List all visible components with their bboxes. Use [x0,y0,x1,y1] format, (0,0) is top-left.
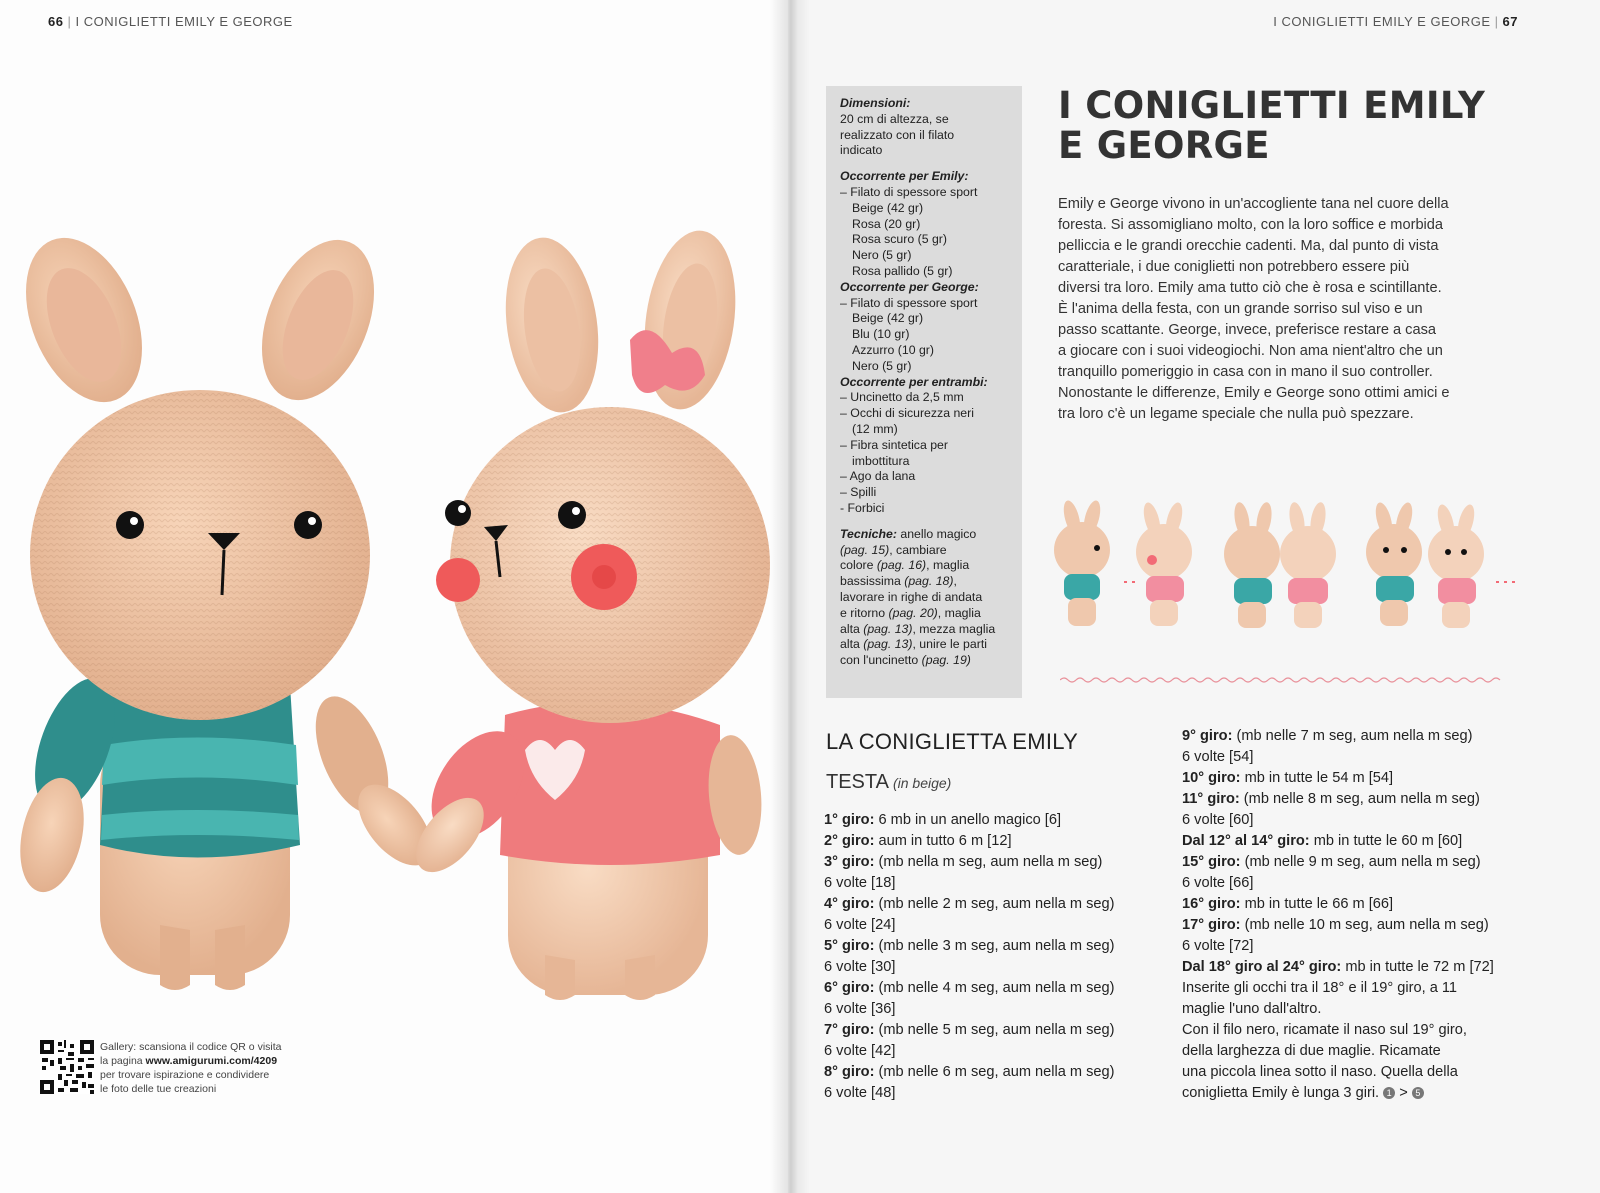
techniques-text: , maglia [937,605,981,620]
instruction-row [1182,978,1528,999]
instruction-row [824,810,1154,831]
techniques-line [840,543,1010,559]
techniques-text: , unire le parti [912,637,987,652]
round-label: 5° giro: [824,938,875,954]
shared-material-item: (12 mm) [852,421,898,436]
george-color-item: Nero (5 gr) [852,358,912,373]
round-label: 8° giro: [824,1064,875,1080]
instruction-row [1182,831,1528,852]
techniques-line [840,558,1010,574]
round-text: 6 volte [48] [824,1085,896,1101]
instruction-row [824,873,1154,894]
instruction-row [1182,810,1528,831]
emily-color-item: Rosa scuro (5 gr) [852,232,947,247]
section-title: LA CONIGLIETTA EMILY [826,729,1079,754]
round-text: (mb nelle 4 m seg, aum nella m seg) [874,980,1115,996]
page-title-line: I CONIGLIETTI EMILY [1058,84,1486,127]
techniques-text: alta [840,637,864,652]
techniques-text: , maglia [926,558,970,573]
instruction-row [1182,852,1528,873]
round-text: aum in tutto 6 m [12] [874,833,1012,849]
qr-gallery-block [40,1040,300,1110]
round-text: (mb nelle 9 m seg, aum nella m seg) [1240,854,1481,870]
round-text: (mb nelle 7 m seg, aum nella m seg) [1232,728,1473,744]
intro-line: foresta. Si assomigliano molto, con la loro soffice e morbida [1058,217,1444,233]
thumb-pair-2 [1224,501,1336,628]
instruction-row [1182,1041,1528,1062]
instruction-row [1182,1062,1528,1083]
george-yarn: – Filato di spessore sport [840,295,978,310]
subsection-note: (in beige) [892,775,952,791]
round-label: 4° giro: [824,896,875,912]
instruction-row [824,936,1154,957]
round-text: mb in tutte le 66 m [66] [1240,896,1394,912]
round-text: una piccola linea sotto il naso. Quella della [1182,1064,1458,1080]
intro-paragraph [1058,194,1518,425]
shared-material-item: imbottitura [852,453,910,468]
round-text: (mb nelle 8 m seg, aum nella m seg) [1239,791,1480,807]
techniques-line [840,574,1010,590]
round-text: 6 volte [18] [824,875,896,891]
shared-material-item: – Ago da lana [840,469,916,484]
round-text: (mb nelle 2 m seg, aum nella m seg) [874,896,1115,912]
round-text: della larghezza di due maglie. Ricamate [1182,1043,1441,1059]
techniques-text: anello magico [896,526,977,541]
emily-color-item: Rosa pallido (5 gr) [852,263,953,278]
qr-caption-line [100,1054,310,1068]
intro-line: Emily e George vivono in un'accogliente tana nel cuore della [1058,196,1449,212]
techniques-text: bassissima [840,574,905,589]
page-title-line: E GEORGE [1058,124,1270,167]
instruction-row [1182,894,1528,915]
dimensions-line: realizzato con il filato [840,127,955,142]
intro-line: passo scattante. George, invece, preferisce restare a casa [1058,322,1437,338]
qr-caption-line: Gallery: scansiona il codice QR o visita [100,1041,282,1053]
instruction-row [1182,999,1528,1020]
round-text: 6 volte [54] [1182,749,1254,765]
bunny-pairs-photo [1052,500,1524,640]
intro-line: Nonostante le differenze, Emily e George sono ottimi amici e [1058,385,1450,401]
shared-material-item: - Forbici [840,500,885,515]
techniques-line [840,590,1010,606]
page-title [1058,86,1528,166]
round-label: 10° giro: [1182,770,1241,786]
techniques-text: , mezza maglia [912,621,996,636]
round-text: 6 volte [60] [1182,812,1254,828]
techniques-text: con l'uncinetto [840,653,922,668]
instruction-row [1182,957,1528,978]
step-arrow: > [1399,1085,1408,1101]
crochet-bunnies-photo [0,225,788,1005]
round-label: 9° giro: [1182,728,1233,744]
wavy-divider [1060,676,1504,684]
techniques-line [840,606,1010,622]
thumb-pair-3 [1366,501,1515,628]
round-label: 6° giro: [824,980,875,996]
qr-caption-prefix: la pagina [100,1055,146,1067]
george-color-item: Azzurro (10 gr) [852,342,935,357]
shared-material-item: – Uncinetto da 2,5 mm [840,390,964,405]
qr-code-icon[interactable] [40,1040,94,1094]
george-color-item: Blu (10 gr) [852,327,910,342]
round-text: (mb nelle 5 m seg, aum nella m seg) [874,1022,1115,1038]
left-page [0,0,788,1193]
techniques-heading: Tecniche: [840,526,897,541]
instruction-row [1182,873,1528,894]
instruction-row [824,831,1154,852]
george-bunny [4,225,446,990]
round-text: 6 volte [36] [824,1001,896,1017]
dimensions-heading: Dimensioni: [840,96,911,110]
instruction-row [1182,747,1528,768]
techniques-text: , cambiare [889,542,947,557]
techniques-line [840,653,1010,669]
instruction-row [824,1062,1154,1083]
techniques-line [840,622,1010,638]
techniques-text: , [953,574,957,589]
dimensions-line: indicato [840,143,883,158]
intro-line: tra loro c'è un legame speciale che nulla può spezzare. [1058,406,1414,422]
techniques-text: e ritorno [840,605,889,620]
techniques-line [840,527,1010,543]
round-text: 6 volte [30] [824,959,896,975]
instruction-row [824,999,1154,1020]
round-label: 1° giro: [824,812,875,828]
page-ref: (pag. 18) [904,574,954,589]
emily-bunny [403,225,770,1000]
round-text: (mb nelle 3 m seg, aum nella m seg) [874,938,1115,954]
page-ref: (pag. 19) [921,653,971,668]
instruction-row [1182,789,1528,810]
left-running-head: 66 | I CONIGLIETTI EMILY E GEORGE [48,14,293,29]
round-label: Dal 12° al 14° giro: [1182,833,1310,849]
instruction-row [824,957,1154,978]
thumb-pair-1 [1054,500,1192,626]
round-label: 15° giro: [1182,854,1241,870]
round-label: Dal 18° giro al 24° giro: [1182,959,1342,975]
intro-line: diversi tra loro. Emily ama tutto ciò che è rosa e scintillante. [1058,280,1442,296]
emily-color-item: Nero (5 gr) [852,248,912,263]
materials-box [826,86,1022,698]
subsection-name: TESTA [826,771,889,793]
subsection-title [826,771,951,794]
page-ref: (pag. 15) [840,542,890,557]
round-label: 16° giro: [1182,896,1241,912]
instruction-row [1182,726,1528,747]
instruction-row [824,1041,1154,1062]
round-text: mb in tutte le 54 m [54] [1240,770,1394,786]
instruction-row [1182,936,1528,957]
round-text: coniglietta Emily è lunga 3 giri. [1182,1085,1380,1101]
instruction-row [824,1020,1154,1041]
techniques-text: alta [840,621,864,636]
right-running-head: I CONIGLIETTI EMILY E GEORGE | 67 [1273,14,1518,29]
george-color-item: Beige (42 gr) [852,311,924,326]
shared-material-item: – Fibra sintetica per [840,437,948,452]
techniques-text: lavorare in righe di andata [840,589,983,604]
round-label: 3° giro: [824,854,875,870]
emily-yarn: – Filato di spessore sport [840,184,978,199]
techniques-line [840,637,1010,653]
page-ref: (pag. 20) [888,605,938,620]
gallery-link[interactable]: www.amigurumi.com/4209 [145,1055,278,1067]
shared-materials-heading: Occorrente per entrambi: [840,374,988,389]
qr-caption [100,1040,310,1096]
step-to-icon: 5 [1412,1087,1424,1099]
qr-caption-line: le foto delle tue creazioni [100,1083,217,1095]
page-ref: (pag. 13) [863,637,913,652]
instructions-column-2 [1182,726,1528,1104]
round-label: 11° giro: [1182,791,1240,807]
instruction-row [1182,915,1528,936]
step-from-icon: 1 [1383,1087,1395,1099]
george-materials-heading: Occorrente per George: [840,279,979,294]
round-label: 7° giro: [824,1022,875,1038]
intro-line: È l'anima della festa, con un grande sorriso sul viso e un [1058,301,1423,317]
shared-material-item: – Occhi di sicurezza neri [840,406,974,421]
left-running-title: I CONIGLIETTI EMILY E GEORGE [75,14,293,29]
intro-line: tranquillo pomeriggio in casa con in mano il suo controller. [1058,364,1433,380]
round-text: mb in tutte le 72 m [72] [1341,959,1494,975]
intro-line: caratteriale, i due coniglietti non potrebbero essere più [1058,259,1410,275]
round-label: 17° giro: [1182,917,1241,933]
qr-caption-line: per trovare ispirazione e condividere [100,1069,270,1081]
left-page-number: 66 [48,14,64,29]
round-label: 2° giro: [824,833,875,849]
emily-materials-heading: Occorrente per Emily: [840,169,969,184]
page-ref: (pag. 13) [863,621,913,636]
right-running-title: I CONIGLIETTI EMILY E GEORGE [1273,14,1491,29]
emily-color-item: Rosa (20 gr) [852,216,921,231]
shared-material-item: – Spilli [840,485,877,500]
techniques-text: colore [840,558,877,573]
right-page-number: 67 [1502,14,1518,29]
round-text: (mb nelle 10 m seg, aum nella m seg) [1240,917,1489,933]
round-text: Inserite gli occhi tra il 18° e il 19° giro, a 11 [1182,980,1458,996]
instruction-row [1182,1083,1528,1104]
instruction-row [824,915,1154,936]
page-ref: (pag. 16) [876,558,927,573]
round-text: (mb nella m seg, aum nella m seg) [874,854,1103,870]
instructions-column-1 [824,810,1154,1104]
dimensions-line: 20 cm di altezza, se [840,111,949,126]
round-text: 6 volte [42] [824,1043,896,1059]
instruction-row [824,978,1154,999]
instruction-row [824,894,1154,915]
intro-line: pelliccia e le grandi orecchie cadenti. Ma, dal punto di vista [1058,238,1439,254]
instruction-row [1182,1020,1528,1041]
round-text: 6 volte [66] [1182,875,1254,891]
round-text: 6 mb in un anello magico [6] [874,812,1062,828]
intro-line: a giocare con i suoi videogiochi. Non ama nient'altro che un [1058,343,1443,359]
round-text: (mb nelle 6 m seg, aum nella m seg) [874,1064,1115,1080]
round-text: maglie l'uno dall'altro. [1182,1001,1322,1017]
instruction-row [824,1083,1154,1104]
instruction-row [824,852,1154,873]
round-text: Con il filo nero, ricamate il naso sul 19° giro, [1182,1022,1467,1038]
round-text: mb in tutte le 60 m [60] [1309,833,1463,849]
instruction-row [1182,768,1528,789]
round-text: 6 volte [24] [824,917,896,933]
emily-color-item: Beige (42 gr) [852,200,924,215]
round-text: 6 volte [72] [1182,938,1254,954]
